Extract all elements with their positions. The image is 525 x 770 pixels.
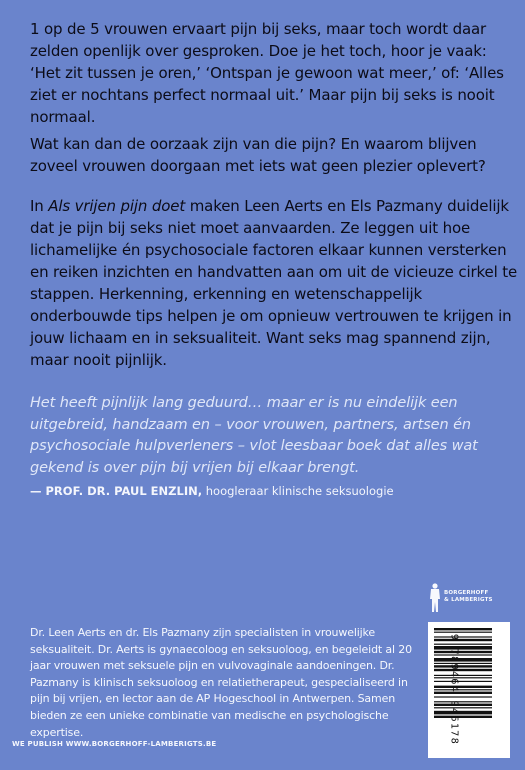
- attribution-role: hoogleraar klinische seksuologie: [202, 484, 394, 498]
- barcode-bar: [434, 658, 492, 662]
- footer-website: WE PUBLISH WWW.BORGERHOFF-LAMBERIGTS.BE: [12, 740, 217, 748]
- barcode-bar: [434, 663, 492, 664]
- barcode-bar: [434, 707, 492, 708]
- description-prefix: In: [30, 197, 49, 215]
- barcode-bar: [434, 632, 492, 633]
- barcode-bar: [434, 711, 492, 715]
- figure-icon: [428, 583, 442, 613]
- barcode-bar: [434, 716, 492, 718]
- barcode-bar: [434, 654, 492, 655]
- barcode-bar: [434, 651, 492, 653]
- authors-bio: Dr. Leen Aerts en dr. Els Pazmany zijn specialisten in vrouwelijke seksualiteit. Dr. Aerts is gynaecoloog en seksuoloog, en begeleidt al 20 jaar vrouwen met seksuele pijn en vulvovaginale aandoeningen. Dr. Pazmany is klinisch seksuoloog en relatietherapeut, gespecialiseerd in pijn bij vrijen, en lector aan de AP Hogeschool in Antwerpen. Samen bieden ze een unieke combinatie van medische en psychologische expertise.: [30, 626, 412, 739]
- isbn-number: 9 789464 946178: [448, 633, 460, 746]
- barcode-bar: [434, 636, 492, 637]
- isbn-barcode: [428, 622, 510, 758]
- barcode-bar: [434, 692, 492, 694]
- barcode-bars: [428, 622, 510, 758]
- barcode-bar: [434, 639, 492, 641]
- publisher-logo: [428, 583, 508, 613]
- barcode-bar: [434, 696, 492, 697]
- question-paragraph: Wat kan dan de oorzaak zijn van die pijn? En waarom blijven zoveel vrouwen doorgaan met iets wat geen plezier oplevert?: [30, 135, 486, 175]
- barcode-bar: [434, 681, 492, 682]
- barcode-bar: [434, 704, 492, 706]
- barcode-bar: [434, 677, 492, 678]
- barcode-bar: [434, 675, 492, 676]
- barcode-bar: [434, 686, 492, 688]
- description-paragraph: [30, 195, 520, 371]
- barcode-bar: [434, 644, 492, 645]
- intro-paragraph: 1 op de 5 vrouwen ervaart pijn bij seks, maar toch wordt daar zelden openlijk over gesproken. Doe je het toch, hoor je vaak: ‘Het zit tussen je oren,’ ‘Ontspan je gewoon wat meer,’ of: ‘Alles ziet er nochtans perfect normaal uit.’ Maar pijn bij seks is nooit normaal.: [30, 20, 504, 126]
- barcode-bar: [434, 701, 492, 702]
- barcode-bar: [434, 646, 492, 650]
- description-body: maken Leen Aerts en Els Pazmany duidelijk dat je pijn bij seks niet moet aanvaarden. Ze leggen uit hoe lichamelijke én psychosociale factoren elkaar kunnen versterken en reiken inzichten en handvatten aan om uit de vicieuze cirkel te stappen. Herkenning, erkenning en wetenschappelijk onderbouwde tips helpen je om opnieuw vertrouwen te krijgen in jouw lichaam en in seksualiteit. Want seks mag spannend zijn, maar nooit pijnlijk.: [30, 197, 518, 369]
- barcode-bar: [434, 689, 492, 690]
- quote-attribution: [30, 483, 394, 499]
- publisher-name: BORGERHOFF & LAMBERIGTS: [444, 590, 493, 603]
- barcode-bar: [434, 628, 492, 630]
- book-title: Als vrijen pijn doet: [48, 197, 186, 215]
- barcode-bar: [434, 669, 492, 671]
- attribution-name: — PROF. DR. PAUL ENZLIN,: [30, 484, 203, 498]
- barcode-bar: [434, 665, 492, 667]
- review-quote: Het heeft pijnlijk lang geduurd… maar er is nu eindelijk een uitgebreid, handzaam en – voor vrouwen, partners, artsen én psychosociale hulpverleners – vlot leesbaar boek dat alles wat gekend is over pijn bij vrijen bij elkaar brengt.: [30, 395, 478, 476]
